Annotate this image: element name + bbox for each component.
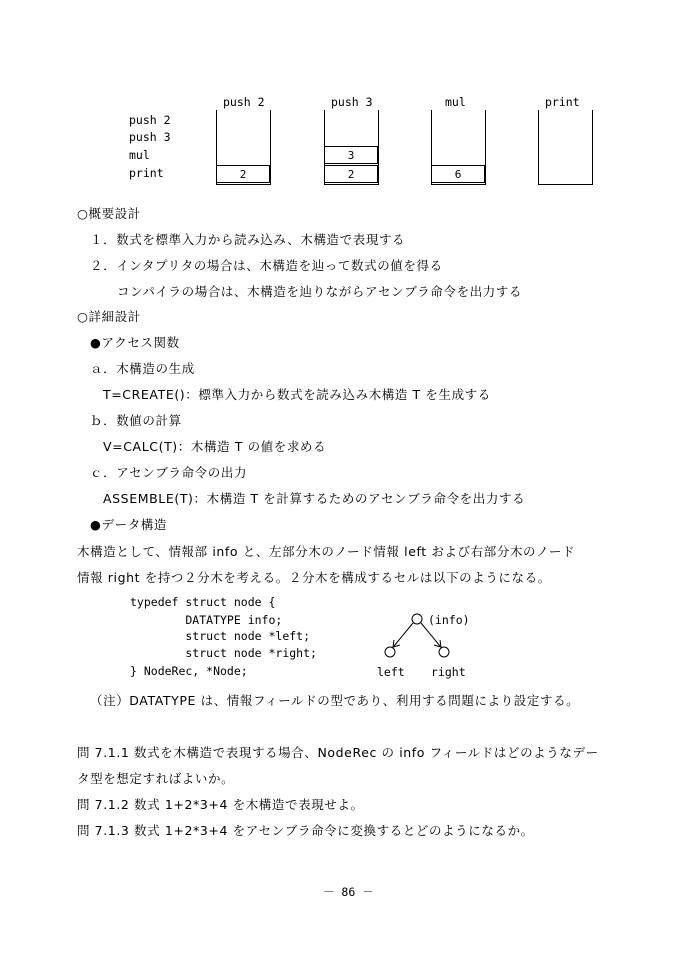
stack-header-print: print — [545, 95, 580, 109]
tree-label-left: left — [377, 665, 405, 679]
code-line: struct node *left; — [130, 629, 311, 643]
op-push2: push 2 — [129, 113, 171, 127]
stack-mul — [431, 110, 486, 185]
stack-cell: 6 — [431, 165, 485, 183]
code-line: } NodeRec, *Node; — [130, 664, 248, 678]
access-b-desc: V=CALC(T)：木構造 T の値を求める — [103, 439, 327, 454]
left-node-circle — [385, 647, 395, 657]
question-2: 問 7.1.2 数式 1+2*3+4 を木構造で表現せよ。 — [77, 797, 364, 812]
tree-label-right: right — [431, 665, 466, 679]
left-edge — [394, 623, 413, 646]
overview-item-1: １．数式を標準入力から読み込み、木構造で表現する — [90, 232, 406, 247]
question-1-line-2: タ型を想定すればよいか。 — [77, 771, 235, 786]
overview-heading: ○概要設計 — [77, 206, 141, 221]
question-3: 問 7.1.3 数式 1+2*3+4 をアセンブラ命令に変換するとどのようになるか。 — [77, 823, 534, 838]
op-push3: push 3 — [129, 130, 171, 144]
code-line: DATATYPE info; — [130, 613, 283, 627]
access-a-desc: T=CREATE()：標準入力から数式を読み込み木構造 T を生成する — [103, 387, 491, 402]
stack-push3 — [324, 110, 379, 185]
access-c-desc: ASSEMBLE(T)：木構造 T を計算するためのアセンブラ命令を出力する — [103, 491, 526, 506]
overview-item-2: ２．インタプリタの場合は、木構造を辿って数式の値を得る — [90, 258, 443, 273]
stack-push2 — [216, 110, 271, 185]
paragraph-line-2: 情報 right を持つ２分木を考える。２分木を構成するセルは以下のようになる。 — [77, 570, 551, 585]
stack-header-push3: push 3 — [331, 95, 373, 109]
data-structure-heading: ●データ構造 — [90, 517, 168, 532]
stack-header-push2: push 2 — [223, 95, 265, 109]
stack-cell: 2 — [324, 165, 378, 183]
op-print: print — [129, 166, 164, 180]
op-mul: mul — [129, 148, 150, 162]
note: （注）DATATYPE は、情報フィールドの型であり、利用する問題により設定する。 — [90, 693, 580, 708]
code-line: typedef struct node { — [130, 595, 276, 609]
stack-cell: 3 — [324, 146, 378, 164]
root-node-circle — [412, 614, 422, 624]
right-node-circle — [439, 647, 449, 657]
access-heading: ●アクセス関数 — [90, 335, 180, 350]
page-number: － 86 － — [323, 885, 374, 899]
overview-item-2b: コンパイラの場合は、木構造を辿りながらアセンブラ命令を出力する — [117, 284, 523, 299]
tree-label-info: (info) — [428, 613, 470, 627]
stack-cell: 2 — [216, 165, 270, 183]
access-b-heading: ｂ．数値の計算 — [90, 413, 182, 428]
code-line: struct node *right; — [130, 646, 317, 660]
stack-header-mul: mul — [445, 95, 466, 109]
paragraph-line-1: 木構造として、情報部 info と、左部分木のノード情報 left および右部分木のノード — [77, 544, 576, 559]
stack-print — [538, 110, 593, 185]
question-1-line-1: 問 7.1.1 数式を木構造で表現する場合、NodeRec の info フィールドはどのようなデー — [77, 745, 599, 760]
access-a-heading: ａ．木構造の生成 — [90, 361, 195, 376]
access-c-heading: ｃ．アセンブラ命令の出力 — [90, 465, 248, 480]
detail-heading: ○詳細設計 — [77, 309, 141, 324]
